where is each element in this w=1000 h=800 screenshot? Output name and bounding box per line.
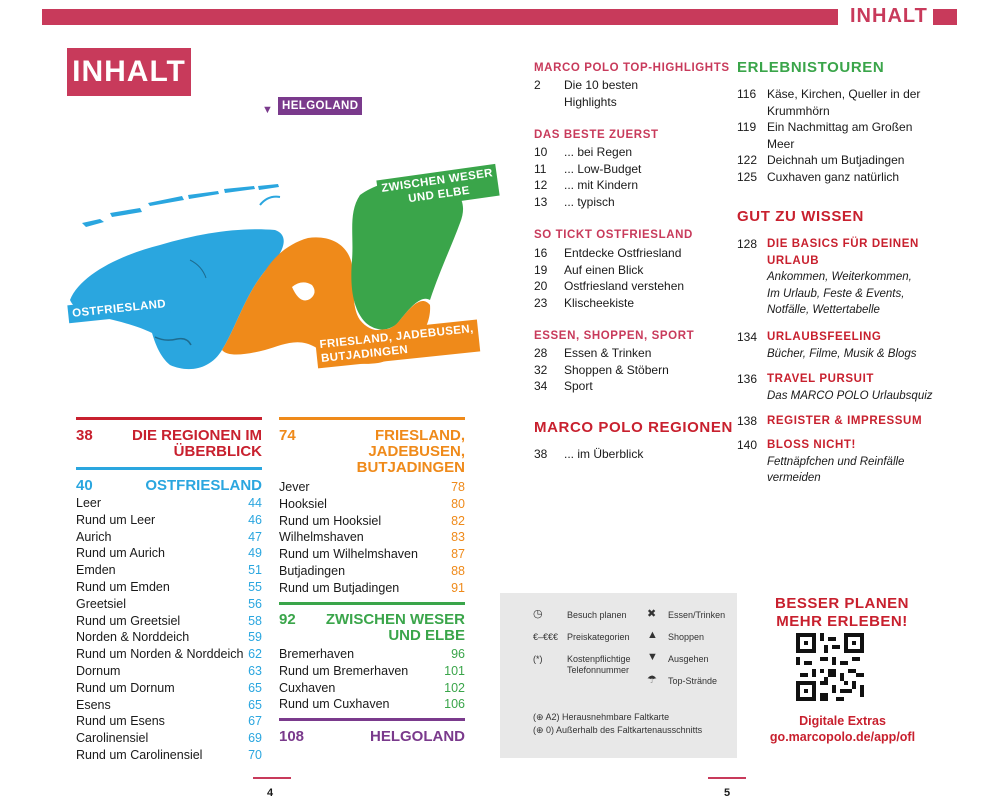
toc-page-number: 10 <box>534 145 548 159</box>
wissen-item-subtitle: Bücher, Filme, Musik & Blogs <box>767 347 917 360</box>
toc-page-number: 122 <box>737 153 758 168</box>
region-helgoland-name: HELGOLAND <box>370 728 465 745</box>
region-entry[interactable] <box>279 529 465 546</box>
region-entry-page: 69 <box>248 731 262 746</box>
footer-rule-left <box>253 777 291 779</box>
region-entry[interactable] <box>279 680 465 697</box>
wissen-item-subtitle: Ankommen, Weiterkommen, Im Urlaub, Feste & Events, Notfälle, Wettertabelle <box>767 271 912 317</box>
region-entry-name: Rund um Emden <box>76 580 170 594</box>
region-entry-page: 102 <box>444 680 465 695</box>
region-ostfriesland-number: 40 <box>76 477 93 494</box>
toc-page-number: 32 <box>534 362 548 377</box>
toc-entry-label: ... bei Regen <box>564 145 633 159</box>
region-entry-page: 59 <box>248 630 262 645</box>
toc-page-number: 34 <box>534 379 548 394</box>
region-entry-name: Aurich <box>76 529 112 544</box>
region-entry-name: Rund um Carolinensiel <box>76 748 203 762</box>
region-helgoland <box>279 729 465 747</box>
region-entry-name: Bremerhaven <box>279 647 355 661</box>
region-entry-page: 65 <box>248 697 262 712</box>
region-entry-page: 87 <box>451 547 465 562</box>
region-entry[interactable] <box>76 663 262 680</box>
map-label-ostfriesland: OSTFRIESLAND <box>67 295 171 324</box>
wissen-item-title: BLOSS NICHT! <box>767 439 856 451</box>
region-overview-number: 38 <box>76 427 93 444</box>
rule-friesland <box>279 417 465 420</box>
region-entry-page: 96 <box>451 647 465 661</box>
region-entry-page: 106 <box>444 697 465 712</box>
clock-icon: ◷ <box>533 608 543 620</box>
region-entry-name: Cuxhaven <box>279 680 336 695</box>
wissen-item-title: URLAUBSFEELING <box>767 331 882 343</box>
region-entry[interactable] <box>279 513 465 530</box>
toc-entry-label: Deichnah um Butjadingen <box>767 153 905 168</box>
toc-page-number: 140 <box>737 438 758 452</box>
region-entry[interactable] <box>76 529 262 546</box>
region-entry-page: 88 <box>451 564 465 578</box>
section-essen-title: ESSEN, SHOPPEN, SPORT <box>534 330 695 342</box>
region-ostfriesland-name: OSTFRIESLAND <box>145 477 262 494</box>
legend-shoppen: Shoppen <box>668 632 705 642</box>
promo-title: BESSER PLANEN MEHR ERLEBEN! <box>774 595 910 630</box>
region-friesland <box>279 428 465 478</box>
region-entry-name: Rund um Leer <box>76 512 156 527</box>
header-bar-end <box>933 9 957 25</box>
toc-entry-label: Die 10 besten Highlights <box>564 78 639 109</box>
region-entry-page: 58 <box>248 613 262 628</box>
region-entry[interactable] <box>279 696 465 713</box>
region-zwischen <box>279 612 465 646</box>
toc-page-number: 11 <box>534 161 547 176</box>
region-entry-name: Rund um Greetsiel <box>76 613 181 628</box>
toc-page-number: 138 <box>737 414 758 428</box>
toc-page-number: 28 <box>534 346 548 360</box>
toc-page-number: 16 <box>534 246 548 260</box>
region-entry-name: Butjadingen <box>279 564 346 578</box>
region-entry-page: 62 <box>248 647 262 662</box>
region-entry-page: 55 <box>248 580 262 594</box>
region-entry-page: 44 <box>248 496 262 510</box>
toc-page-number: 12 <box>534 178 548 193</box>
toc-entry-label: Entdecke Ostfriesland <box>564 246 682 260</box>
region-entry[interactable] <box>76 562 262 579</box>
rule-overview <box>76 417 262 420</box>
toc-entry-label: Käse, Kirchen, Queller in der Krummhörn <box>767 87 921 118</box>
region-entry[interactable] <box>76 613 262 630</box>
legend-strand: Top-Strände <box>668 676 718 686</box>
basket-icon: ▲ <box>647 629 658 641</box>
region-entry[interactable] <box>76 730 262 747</box>
region-entry[interactable] <box>76 579 262 596</box>
region-entry-page: 51 <box>248 563 262 578</box>
toc-entry-label: Essen & Trinken <box>564 346 652 360</box>
region-zwischen-name: ZWISCHEN WESER UND ELBE <box>325 611 465 644</box>
toc-entry-label: Cuxhaven ganz natürlich <box>767 170 900 184</box>
section-beste-title: DAS BESTE ZUERST <box>534 129 659 141</box>
wissen-item-title: DIE BASICS FÜR DEINEN URLAUB <box>767 238 919 267</box>
toc-entry-label: Klischeekiste <box>564 295 635 310</box>
region-entry[interactable] <box>76 495 262 512</box>
section-wissen-title: GUT ZU WISSEN <box>737 208 864 225</box>
promo-extras-label: Digitale Extras <box>799 714 886 728</box>
rule-ostfriesland <box>76 467 262 470</box>
wissen-item-title: TRAVEL PURSUIT <box>767 373 875 385</box>
region-entry-page: 65 <box>248 680 262 695</box>
region-entry[interactable] <box>76 646 262 663</box>
region-entry[interactable] <box>76 747 262 764</box>
region-entry-name: Rund um Butjadingen <box>279 580 400 595</box>
toc-entry-label: Ostfriesland verstehen <box>564 279 685 294</box>
toc-page-number: 23 <box>534 295 548 310</box>
region-entry-page: 101 <box>444 663 465 678</box>
region-entry-name: Rund um Esens <box>76 714 165 729</box>
toc-entry-label: Ein Nachmittag am Großen Meer <box>767 120 913 151</box>
header-title: INHALT <box>850 5 928 27</box>
region-entry-name: Rund um Dornum <box>76 680 175 695</box>
toc-page-number: 136 <box>737 372 758 386</box>
section-mp-regionen-title: MARCO POLO REGIONEN <box>534 419 733 436</box>
region-entry-page: 91 <box>451 580 465 595</box>
cocktail-glass-icon: ▼ <box>647 651 658 663</box>
region-entry[interactable] <box>279 546 465 563</box>
toc-page-number: 128 <box>737 237 758 251</box>
region-entry-page: 49 <box>248 546 262 561</box>
toc-entry-label: ... mit Kindern <box>564 178 639 193</box>
section-highlights-title: MARCO POLO TOP-HIGHLIGHTS <box>534 62 730 74</box>
toc-entry-label: ... im Überblick <box>564 447 644 461</box>
region-entry[interactable] <box>279 563 465 580</box>
region-entry-name: Wilhelmshaven <box>279 530 364 545</box>
region-entry[interactable] <box>76 680 262 697</box>
section-touren-title: ERLEBNISTOUREN <box>737 59 885 76</box>
region-entry-page: 63 <box>248 664 262 678</box>
region-entry-page: 78 <box>451 480 465 494</box>
region-entry[interactable] <box>76 629 262 646</box>
region-entry-name: Rund um Wilhelmshaven <box>279 547 418 562</box>
region-entry-name: Rund um Bremerhaven <box>279 663 409 678</box>
page-title: INHALT <box>67 48 191 96</box>
toc-page-number: 125 <box>737 170 758 184</box>
region-entry-name: Greetsiel <box>76 596 127 611</box>
wissen-item-title: REGISTER & IMPRESSUM <box>767 415 923 427</box>
region-entry-page: 82 <box>451 513 465 528</box>
toc-entry-label: Auf einen Blick <box>564 262 644 277</box>
region-entry-page: 83 <box>451 530 465 545</box>
legend-essen: Essen/Trinken <box>668 610 726 620</box>
legend-faltkarte-1: (⊕ A2) Herausnehmbare Faltkarte <box>533 712 670 722</box>
region-entry[interactable] <box>76 713 262 730</box>
region-entry[interactable] <box>279 479 465 496</box>
map-label-helgoland: HELGOLAND <box>278 97 362 115</box>
toc-page-number: 119 <box>737 120 757 135</box>
legend-kosten: Kostenpflichtige Telefonnummer <box>567 654 631 675</box>
legend-besuch: Besuch planen <box>567 610 627 620</box>
promo-extras <box>745 713 940 745</box>
region-entry-name: Emden <box>76 563 116 578</box>
toc-page-number: 134 <box>737 330 758 344</box>
region-entry-page: 47 <box>248 529 262 544</box>
promo-url-link[interactable]: go.marcopolo.de/app/ofl <box>769 730 916 744</box>
region-entry[interactable] <box>279 580 465 597</box>
region-entry-name: Rund um Aurich <box>76 546 165 561</box>
helgoland-marker-icon: ▼ <box>262 104 273 116</box>
legend-box <box>500 593 737 758</box>
region-helgoland-number: 108 <box>279 728 305 745</box>
toc-entry-label: Sport <box>564 379 593 394</box>
toc-page-number: 13 <box>534 194 548 209</box>
toc-page-number: 38 <box>534 447 548 461</box>
region-overview <box>76 428 262 462</box>
header-bar <box>42 9 838 25</box>
wissen-item-subtitle: Das MARCO POLO Urlaubsquiz <box>767 389 933 402</box>
region-entry[interactable] <box>76 697 262 714</box>
region-entry-name: Dornum <box>76 664 121 678</box>
fork-knife-icon: ✖ <box>647 608 657 620</box>
legend-preis: Preiskategorien <box>567 632 630 642</box>
legend-ausgehen: Ausgehen <box>668 654 709 664</box>
toc-page-number: 19 <box>534 262 548 277</box>
region-entry[interactable] <box>76 545 262 562</box>
legend-kosten-symbol: (*) <box>533 654 543 664</box>
rule-zwischen <box>279 602 465 605</box>
region-entry[interactable] <box>76 512 262 529</box>
region-entry-name: Rund um Cuxhaven <box>279 697 390 712</box>
region-entry-name: Rund um Norden & Norddeich <box>76 647 244 662</box>
region-entry-name: Norden & Norddeich <box>76 630 190 645</box>
legend-preis-symbol: €–€€€ <box>533 632 559 642</box>
toc-entry-label: ... typisch <box>564 194 615 209</box>
toc-entry-label: Shoppen & Stöbern <box>564 362 669 377</box>
toc-page-number: 116 <box>737 87 757 101</box>
region-entry[interactable] <box>76 596 262 613</box>
region-entry-page: 80 <box>451 496 465 511</box>
map-label-friesland: FRIESLAND, JADEBUSEN, BUTJADINGEN <box>315 320 480 369</box>
region-entry-name: Rund um Hooksiel <box>279 513 382 528</box>
region-entry-name: Leer <box>76 496 102 510</box>
toc-page-number: 2 <box>534 78 541 92</box>
region-entry[interactable] <box>279 663 465 680</box>
region-friesland-name: FRIESLAND, JADEBUSEN, BUTJADINGEN <box>356 427 465 476</box>
region-entry-page: 70 <box>248 748 262 762</box>
east-frisian-islands <box>82 186 255 227</box>
region-entry-name: Jever <box>279 480 310 494</box>
region-ostfriesland <box>76 478 262 496</box>
region-entry-page: 56 <box>248 596 262 611</box>
toc-entry-label: ... Low-Budget <box>564 161 642 176</box>
region-overview-name: DIE REGIONEN IM ÜBERBLICK <box>131 427 262 460</box>
region-friesland-number: 74 <box>279 427 296 444</box>
region-entry-page: 67 <box>248 714 262 729</box>
rule-helgoland <box>279 718 465 721</box>
beach-umbrella-icon: ☂ <box>647 674 657 686</box>
region-entry-name: Carolinensiel <box>76 731 149 746</box>
map-label-zwischen: ZWISCHEN WESER UND ELBE <box>376 164 500 212</box>
region-entry-page: 46 <box>248 512 262 527</box>
toc-page-number: 20 <box>534 279 548 294</box>
region-entry[interactable] <box>279 646 465 663</box>
section-tickt-title: SO TICKT OSTFRIESLAND <box>534 229 693 241</box>
region-entry-name: Hooksiel <box>279 496 327 511</box>
page-number-right: 5 <box>724 787 731 799</box>
region-entry[interactable] <box>279 496 465 513</box>
qr-code-icon[interactable] <box>796 633 864 701</box>
footer-rule-right <box>708 777 746 779</box>
legend-faltkarte-2: (⊕ 0) Außerhalb des Faltkartenausschnitts <box>533 725 703 735</box>
region-zwischen-number: 92 <box>279 611 296 628</box>
wissen-item-subtitle: Fettnäpfchen und Reinfälle vermeiden <box>767 455 905 485</box>
region-entry-name: Esens <box>76 697 111 712</box>
page-number-left: 4 <box>267 787 274 799</box>
